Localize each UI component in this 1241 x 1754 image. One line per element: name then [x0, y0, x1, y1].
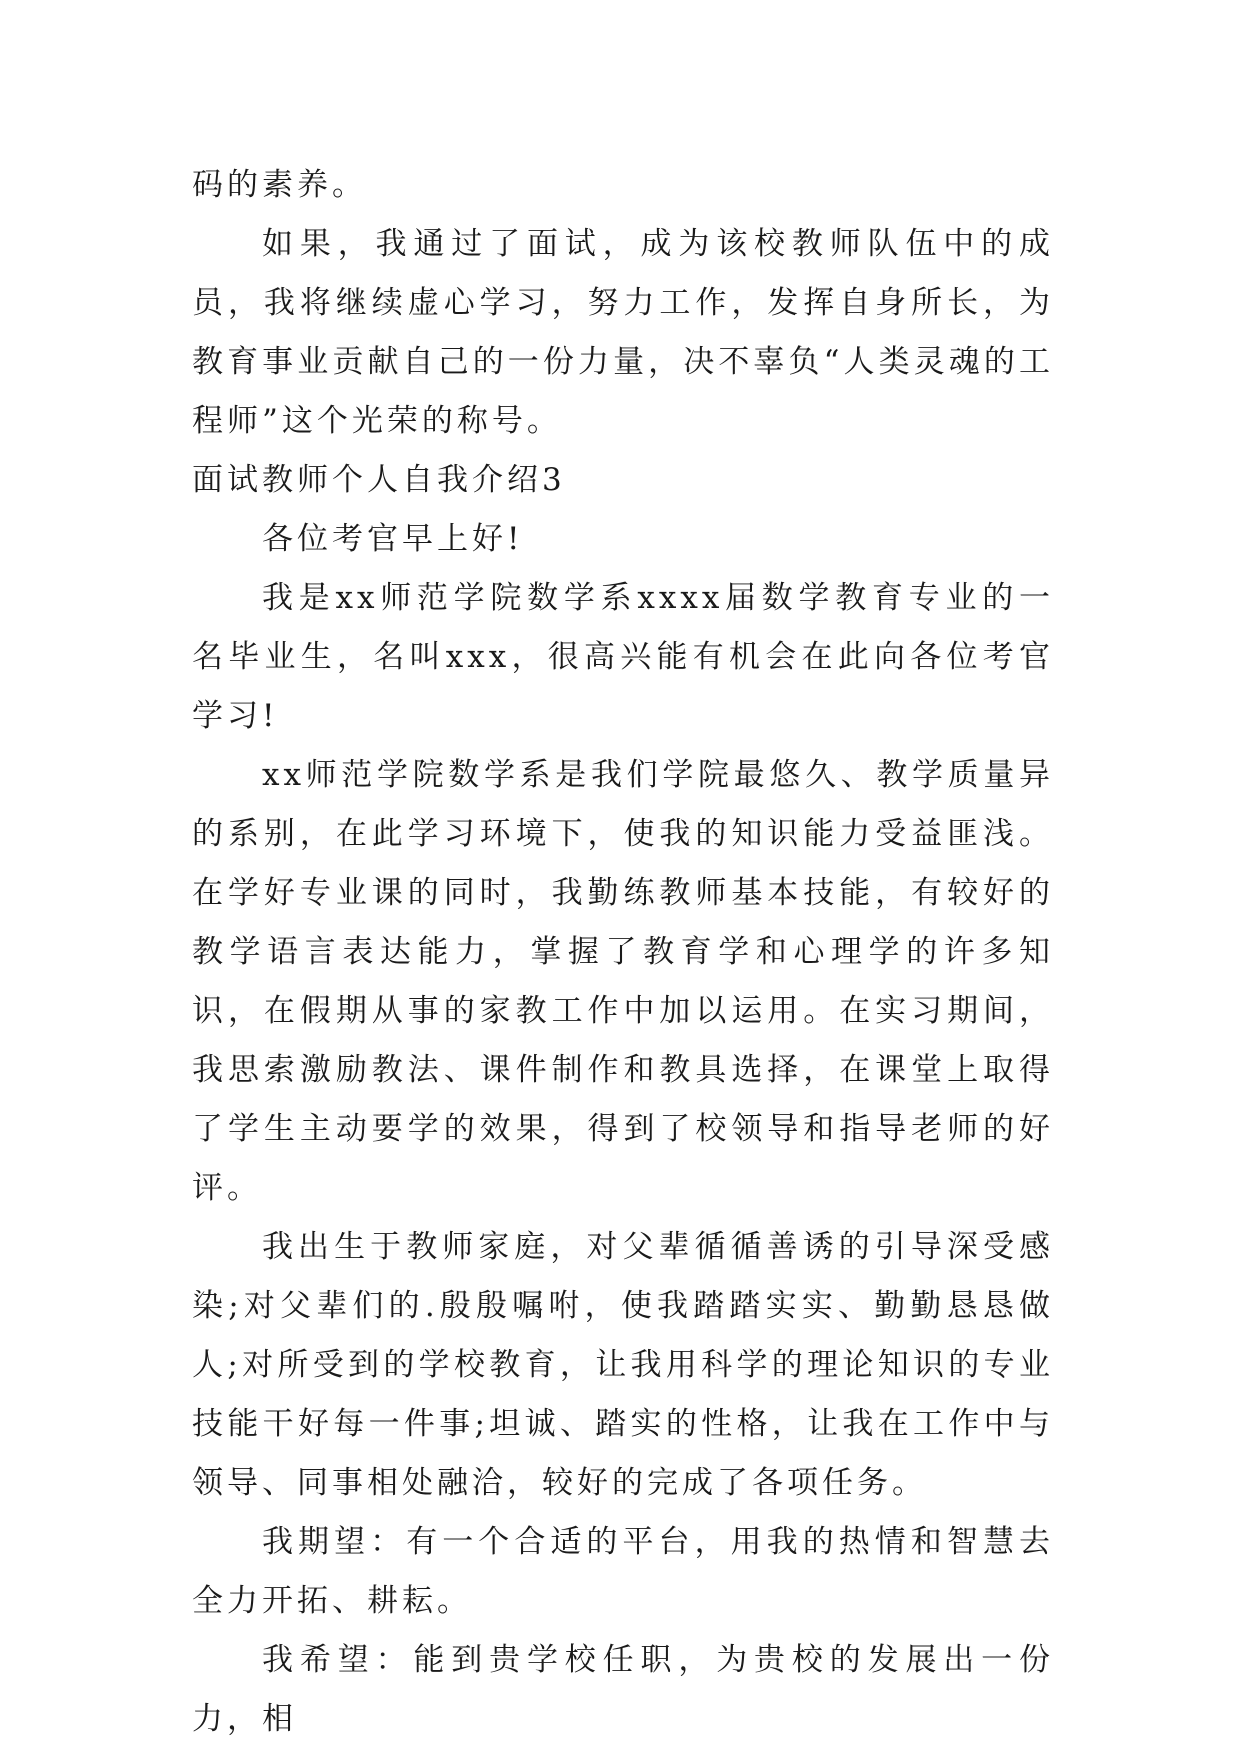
paragraph-greeting: 各位考官早上好! [262, 521, 524, 557]
paragraph-2: 如果，我通过了面试，成为该校教师队伍中的成员，我将继续虚心学习，努力工作，发挥自身所长，为教育事业贡献自己的一份力量，决不辜负“人类灵魂的工程师”这个光荣的称号。 [192, 226, 1054, 439]
section-heading: 面试教师个人自我介绍3 [192, 462, 566, 498]
paragraph-expectation: 我期望：有一个合适的平台，用我的热情和智慧去全力开拓、耕耘。 [192, 1524, 1054, 1619]
paragraph-1: 码的素养。 [192, 167, 367, 203]
paragraph-hope: 我希望：能到贵学校任职，为贵校的发展出一份力，相 [192, 1642, 1054, 1737]
paragraph-family: 我出生于教师家庭，对父辈循循善诱的引导深受感染;对父辈们的.殷殷嘱咐，使我踏踏实实、勤勤恳恳做人;对所受到的学校教育，让我用科学的理论知识的专业技能干好每一件事;坦诚、踏实的性格，让我在工作中与领导、同事相处融洽，较好的完成了各项任务。 [192, 1229, 1054, 1501]
paragraph-education: xx师范学院数学系是我们学院最悠久、教学质量异的系别，在此学习环境下，使我的知识能力受益匪浅。在学好专业课的同时，我勤练教师基本技能，有较好的教学语言表达能力，掌握了教育学和心理学的许多知识，在假期从事的家教工作中加以运用。在实习期间，我思索激励教法、课件制作和教具选择，在课堂上取得了学生主动要学的效果，得到了校领导和指导老师的好评。 [192, 757, 1054, 1206]
document-body [192, 156, 1054, 1749]
paragraph-introduction: 我是xx师范学院数学系xxxx届数学教育专业的一名毕业生，名叫xxx，很高兴能有机会在此向各位考官学习! [192, 580, 1054, 734]
